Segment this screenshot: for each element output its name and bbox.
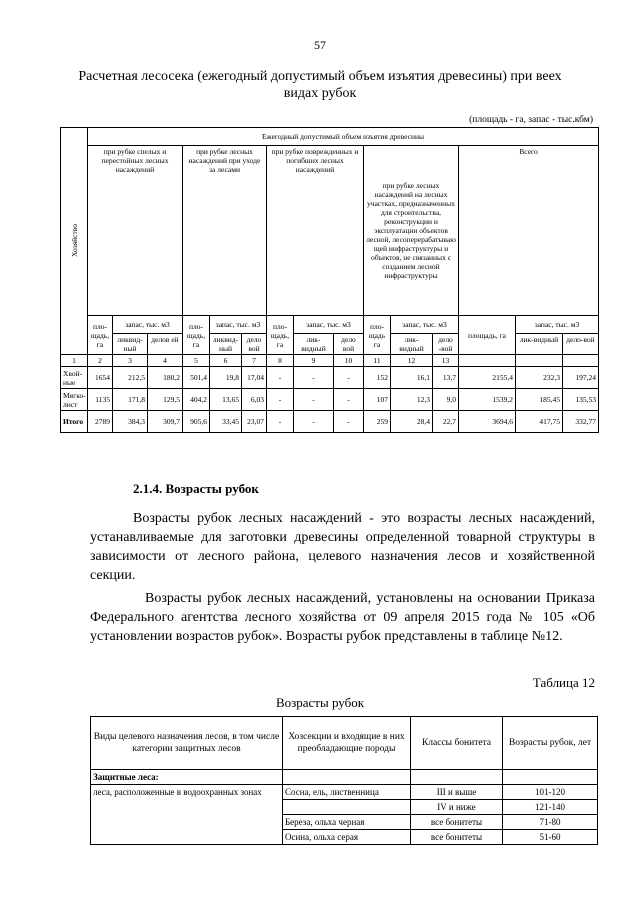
- value-cell: -: [294, 389, 334, 411]
- value-cell: 28,4: [391, 411, 433, 433]
- age-cell: 71-80: [503, 815, 598, 830]
- group-header-mature: при рубке спелых и перестойных лесных насаждений: [88, 146, 183, 316]
- colnum: 9: [294, 355, 334, 367]
- value-cell: 1135: [88, 389, 113, 411]
- colnum: 7: [242, 355, 267, 367]
- value-cell: 23,07: [242, 411, 267, 433]
- value-cell: 309,7: [148, 411, 183, 433]
- value-cell: 152: [364, 367, 391, 389]
- value-cell: 9,0: [433, 389, 459, 411]
- value-cell: 212,5: [113, 367, 148, 389]
- value-cell: 332,77: [563, 411, 599, 433]
- top-header: Ежегодный допустимый объем изъятия древесины: [88, 128, 599, 146]
- value-cell: 3694,6: [459, 411, 516, 433]
- liquid-header: лик-видный: [516, 334, 563, 355]
- liquid-header: ликвид-ный: [113, 334, 148, 355]
- business-header: дело -вой: [433, 334, 459, 355]
- age-cell: 51-60: [503, 830, 598, 845]
- data-row: [61, 367, 599, 389]
- liquid-header: ликвид-ный: [210, 334, 242, 355]
- value-cell: 129,5: [148, 389, 183, 411]
- colnum-empty: [563, 355, 599, 367]
- species-cell: Береза, ольха черная: [283, 815, 411, 830]
- area-header: пло-щадь га: [364, 316, 391, 355]
- header-purpose: Виды целевого назначения лесов, в том числе категории защитных лесов: [91, 717, 283, 770]
- value-cell: 6,03: [242, 389, 267, 411]
- bonitet-cell: III и выше: [411, 785, 503, 800]
- value-cell: 384,3: [113, 411, 148, 433]
- stock-header: запас, тыс. м3: [294, 316, 364, 334]
- units-note: (площадь - га, запас - тыс.кбм): [469, 115, 593, 125]
- value-cell: -: [334, 367, 364, 389]
- value-cell: 2789: [88, 411, 113, 433]
- species-cell: Осина, ольха серая: [283, 830, 411, 845]
- value-cell: 180,2: [148, 367, 183, 389]
- header-age: Возрасты рубок, лет: [503, 717, 598, 770]
- colnum: 3: [113, 355, 148, 367]
- species-cell: Сосна, ель, лиственница: [283, 785, 411, 800]
- colnum: 4: [148, 355, 183, 367]
- data-row: [61, 411, 599, 433]
- value-cell: 33,45: [210, 411, 242, 433]
- value-cell: 13,7: [433, 367, 459, 389]
- bonitet-cell: все бонитеты: [411, 815, 503, 830]
- liquid-header: лик-видный: [294, 334, 334, 355]
- value-cell: -: [294, 411, 334, 433]
- header-bonitet: Классы бонитета: [411, 717, 503, 770]
- value-cell: 22,7: [433, 411, 459, 433]
- colnum: 8: [267, 355, 294, 367]
- section-heading: 2.1.4. Возрасты рубок: [133, 481, 259, 496]
- colnum: 11: [364, 355, 391, 367]
- stock-header: запас, тыс. м3: [113, 316, 183, 334]
- stock-header: запас, тыс. м3: [391, 316, 459, 334]
- paragraph-1: Возрасты рубок лесных насаждений - это возрасты лесных насаждений, устанавливаемые для заготовки древесины определенной товарной структуры в зависимости от лесного района, целевого назначения лесов и хозяйственной секции.: [90, 511, 595, 583]
- colnum-empty: [459, 355, 516, 367]
- table-number: Таблица 12: [532, 675, 595, 690]
- group-header-care: при рубке лесных насаждений при уходе за лесами: [183, 146, 267, 316]
- table2-title: Возрасты рубок: [275, 695, 365, 710]
- colnum: 13: [433, 355, 459, 367]
- value-cell: 1654: [88, 367, 113, 389]
- value-cell: -: [294, 367, 334, 389]
- value-cell: 135,53: [563, 389, 599, 411]
- value-cell: 16,1: [391, 367, 433, 389]
- value-cell: 12,3: [391, 389, 433, 411]
- data-row: [61, 389, 599, 411]
- value-cell: 107: [364, 389, 391, 411]
- species-cell: [283, 800, 411, 815]
- value-cell: -: [267, 389, 294, 411]
- group-header-construction: при рубке лесных насаждений на лесных участках, предназначенных для строительства, реконструкции и эксплуатации объектов лесной, лесоперерабатываю щей инфраструктуры и объектов, не связанных с созданием лесной инфраструктуры: [364, 146, 459, 316]
- age-cell: 101-120: [503, 785, 598, 800]
- colnum: 10: [334, 355, 364, 367]
- business-header: делов ей: [148, 334, 183, 355]
- liquid-header: лик-видный: [391, 334, 433, 355]
- colnum: 2: [88, 355, 113, 367]
- page-number: 57: [314, 38, 326, 52]
- value-cell: 171,8: [113, 389, 148, 411]
- stock-header: запас, тыс. м3: [516, 316, 599, 334]
- empty-cell: [283, 770, 411, 785]
- paragraph-2: Возрасты рубок лесных насаждений, установлены на основании Приказа Федерального агентства лесного хозяйства от 09 апреля 2015 года № 105 «Об установлении возрастов рубок». Возрасты рубок представлены в таблице №12.: [90, 591, 595, 644]
- area-header: площадь, га: [459, 316, 516, 355]
- col-header-hoz: Хозяйство: [61, 128, 88, 355]
- row-label: Хвой-ные: [61, 367, 88, 389]
- table-title: Расчетная лесосека (ежегодный допустимый объем изъятия древесины) при веех видах рубок: [78, 69, 562, 101]
- empty-cell: [503, 770, 598, 785]
- value-cell: -: [334, 411, 364, 433]
- area-header: пло-щадь, га: [88, 316, 113, 355]
- colnum: 1: [61, 355, 88, 367]
- value-cell: 19,8: [210, 367, 242, 389]
- value-cell: 13,65: [210, 389, 242, 411]
- area-header: пло-щадь, га: [183, 316, 210, 355]
- value-cell: 2155,4: [459, 367, 516, 389]
- colnum: 6: [210, 355, 242, 367]
- cutting-age-table: [90, 716, 598, 845]
- bonitet-cell: IV и ниже: [411, 800, 503, 815]
- value-cell: 259: [364, 411, 391, 433]
- value-cell: 185,45: [516, 389, 563, 411]
- age-cell: 121-140: [503, 800, 598, 815]
- value-cell: 501,4: [183, 367, 210, 389]
- colnum: 5: [183, 355, 210, 367]
- area-header: пло-щадь, га: [267, 316, 294, 355]
- value-cell: -: [267, 411, 294, 433]
- value-cell: 404,2: [183, 389, 210, 411]
- header-species: Хозсекции и входящие в них преобладающие породы: [283, 717, 411, 770]
- business-header: дело-вой: [563, 334, 599, 355]
- colnum-empty: [516, 355, 563, 367]
- value-cell: -: [267, 367, 294, 389]
- section-row: Защитные леса:: [91, 770, 283, 785]
- value-cell: 417,75: [516, 411, 563, 433]
- value-cell: 905,6: [183, 411, 210, 433]
- empty-cell: [411, 770, 503, 785]
- value-cell: 232,3: [516, 367, 563, 389]
- value-cell: 17,04: [242, 367, 267, 389]
- value-cell: -: [334, 389, 364, 411]
- category-cell: леса, расположенные в водоохранных зонах: [91, 785, 283, 845]
- allowable-cut-table: [60, 127, 599, 433]
- bonitet-cell: все бонитеты: [411, 830, 503, 845]
- row-label: Итого: [61, 411, 88, 433]
- group-header-damaged: при рубке поврежденных и погибших лесных насаждений: [267, 146, 364, 316]
- value-cell: 197,24: [563, 367, 599, 389]
- row-label: Мягко-лист: [61, 389, 88, 411]
- business-header: дело вой: [242, 334, 267, 355]
- stock-header: запас, тыс. м3: [210, 316, 267, 334]
- colnum: 12: [391, 355, 433, 367]
- business-header: дело вой: [334, 334, 364, 355]
- group-header-total: Всего: [459, 146, 599, 316]
- value-cell: 1539,2: [459, 389, 516, 411]
